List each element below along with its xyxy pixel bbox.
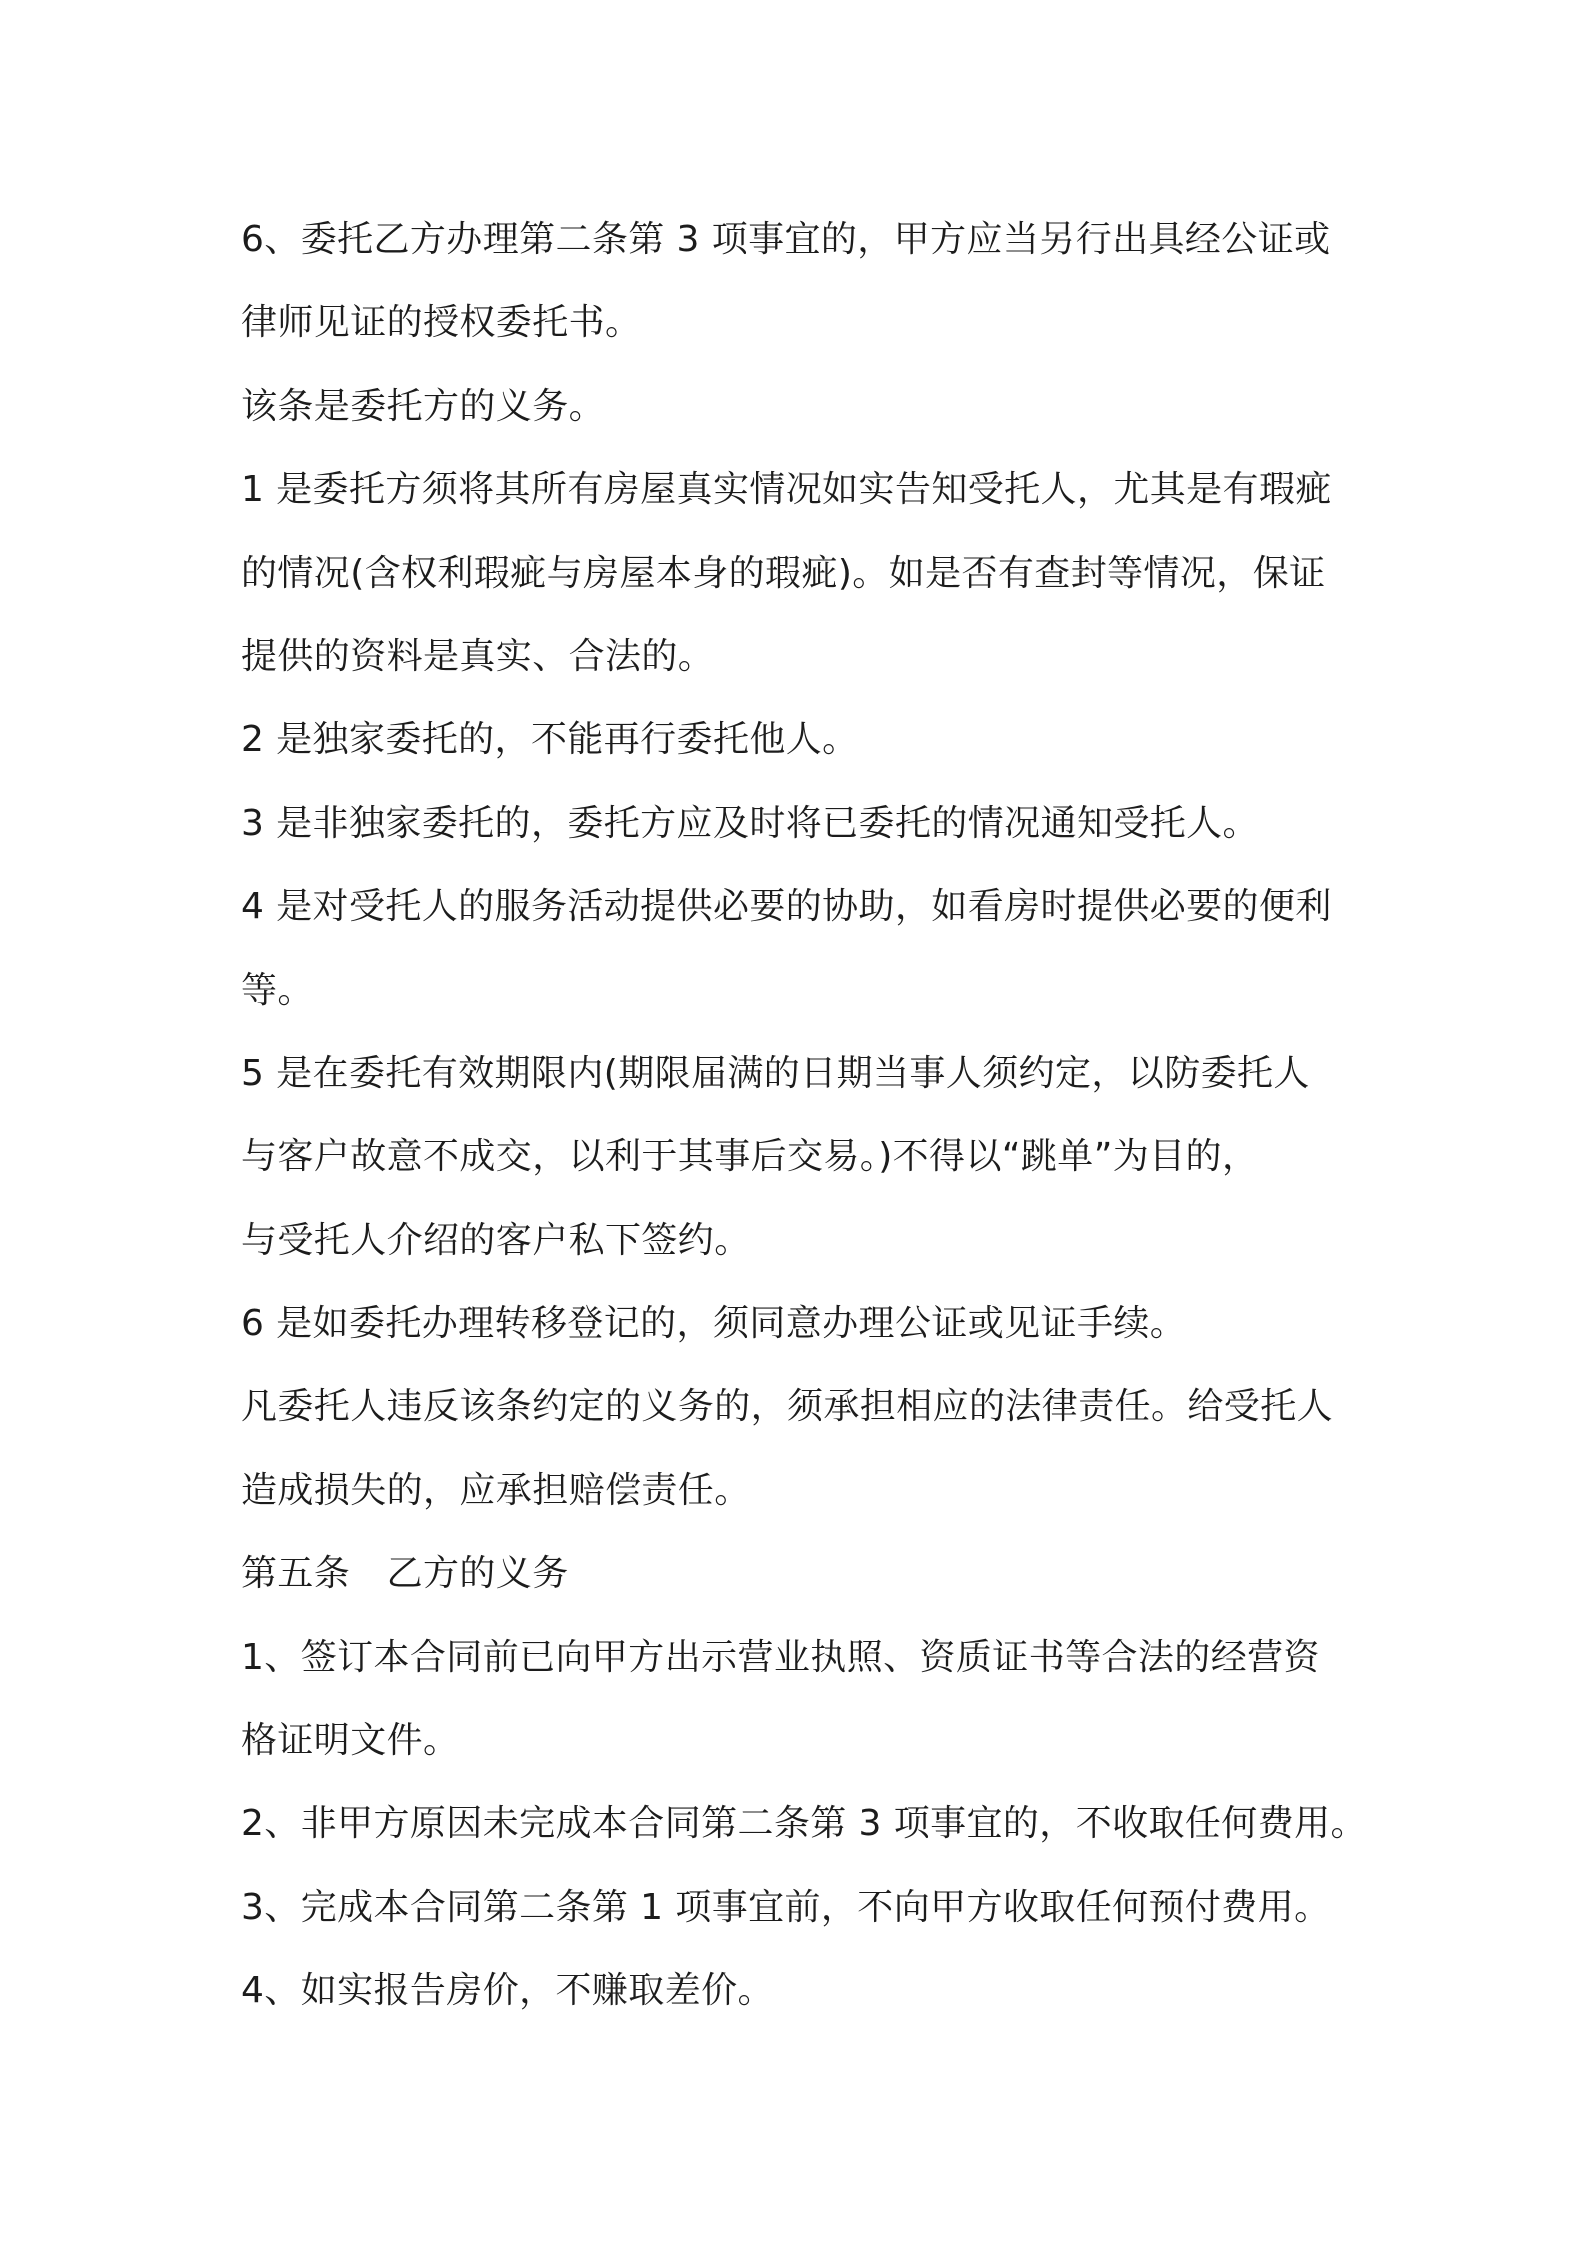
text-line: 提供的资料是真实、合法的。: [241, 635, 715, 677]
text-line: 与客户故意不成交，以利于其事后交易。)不得以“跳单”为目的，: [241, 1136, 1259, 1178]
text-line: 2 是独家委托的，不能再行委托他人。: [241, 719, 859, 761]
text-line: 4 是对受托人的服务活动提供必要的协助，如看房时提供必要的便利: [241, 886, 1332, 928]
text-line: 该条是委托方的义务。: [241, 385, 606, 427]
document-body: [241, 198, 1381, 2033]
text-line: 与受托人介绍的客户私下签约。: [241, 1219, 751, 1261]
section-heading: 第五条 乙方的义务: [241, 1553, 569, 1595]
text-line: 的情况(含权利瑕疵与房屋本身的瑕疵)。如是否有查封等情况，保证: [241, 552, 1326, 594]
text-line: 1 是委托方须将其所有房屋真实情况如实告知受托人，尤其是有瑕疵: [241, 469, 1332, 511]
text-line: 造成损失的，应承担赔偿责任。: [241, 1469, 751, 1511]
text-line: 等。: [241, 969, 314, 1011]
text-line: 3、完成本合同第二条第 1 项事宜前，不向甲方收取任何预付费用。: [241, 1886, 1331, 1928]
text-line: 1、签订本合同前已向甲方出示营业执照、资质证书等合法的经营资: [241, 1636, 1320, 1678]
text-line: 4、如实报告房价，不赚取差价。: [241, 1970, 774, 2012]
text-line: 5 是在委托有效期限内(期限届满的日期当事人须约定，以防委托人: [241, 1052, 1310, 1094]
text-line: 6 是如委托办理转移登记的，须同意办理公证或见证手续。: [241, 1303, 1187, 1345]
text-line: 6、委托乙方办理第二条第 3 项事宜的，甲方应当另行出具经公证或: [241, 219, 1331, 260]
text-line: 2、非甲方原因未完成本合同第二条第 3 项事宜的，不收取任何费用。: [241, 1803, 1367, 1845]
text-line: 凡委托人违反该条约定的义务的，须承担相应的法律责任。给受托人: [241, 1386, 1334, 1428]
text-line: 3 是非独家委托的，委托方应及时将已委托的情况通知受托人。: [241, 802, 1259, 844]
text-line: 格证明文件。: [241, 1720, 460, 1762]
text-line: 律师见证的授权委托书。: [241, 302, 642, 344]
